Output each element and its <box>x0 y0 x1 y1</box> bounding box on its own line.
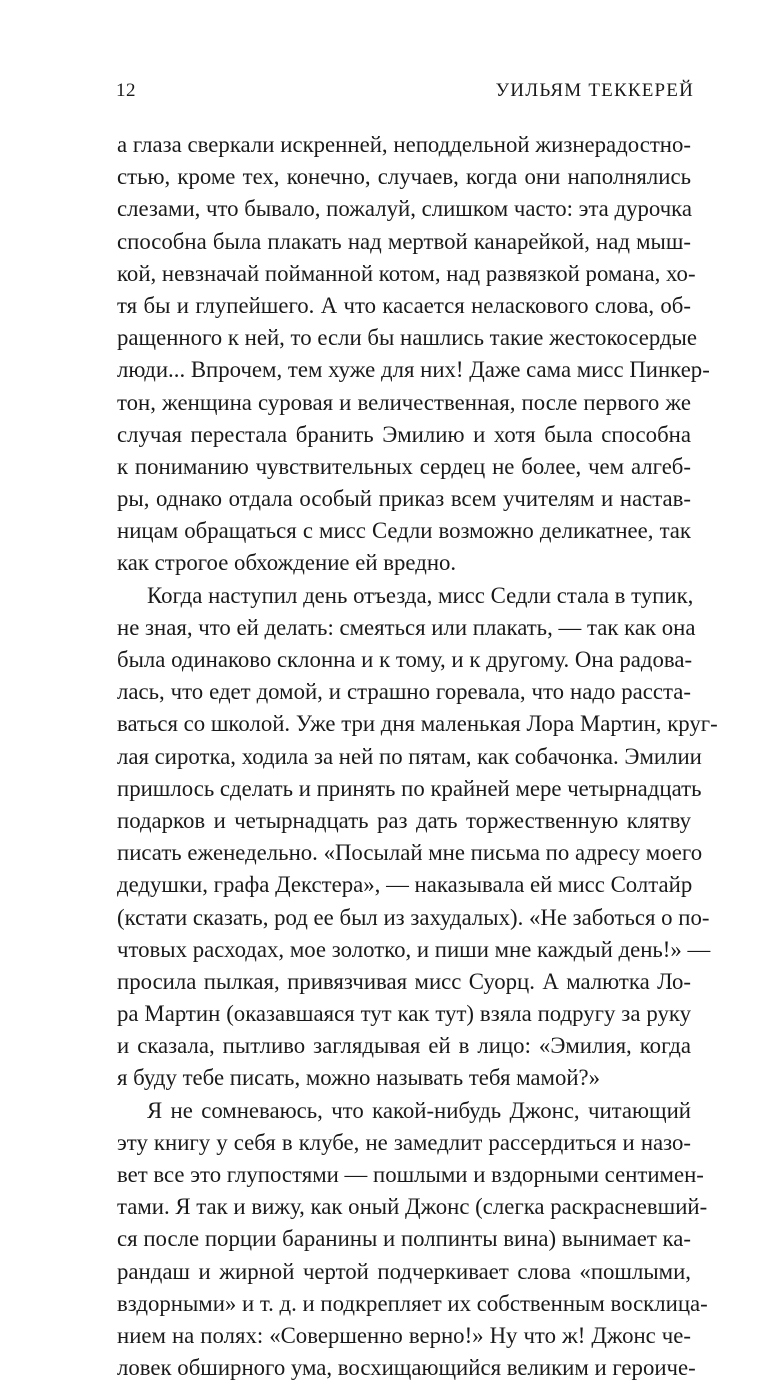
running-head <box>116 80 694 110</box>
text-line: стью, кроме тех, конечно, случаев, когда они наполнялись <box>117 164 691 190</box>
text-line: случая перестала бранить Эмилию и хотя была способна <box>117 421 691 447</box>
text-line: кой, невзначай пойманной котом, над развязкой романа, хо- <box>117 260 696 286</box>
running-head-author: УИЛЬЯМ ТЕККЕРЕЙ <box>495 80 694 101</box>
text-line: тами. Я так и вижу, как оный Джонс (слегка раскрасневший- <box>117 1194 708 1220</box>
text-line: пришлось сделать и принять по крайней мере четырнадцать <box>117 775 702 801</box>
text-line: чтовых расходах, мое золотко, и пиши мне каждый день!» — <box>117 936 711 962</box>
page-number: 12 <box>116 80 136 101</box>
text-line: эту книгу у себя в клубе, не замедлит рассердиться и назо- <box>117 1129 691 1155</box>
text-line: тя бы и глупейшего. А что касается неласкового слова, об- <box>117 292 691 318</box>
text-line: нием на полях: «Совершенно верно!» Ну что ж! Джонс че- <box>117 1322 691 1348</box>
text-line: ры, однако отдала особый приказ всем учителям и настав- <box>117 486 691 512</box>
text-line: дедушки, графа Декстера», — наказывала ей мисс Солтайр <box>117 872 693 898</box>
text-line: к пониманию чувствительных сердец не более, чем алгеб- <box>117 453 691 479</box>
text-line: Когда наступил день отъезда, мисс Седли стала в тупик, <box>147 582 694 608</box>
text-line: тон, женщина суровая и величественная, после первого же <box>117 389 691 415</box>
text-line: люди... Впрочем, тем хуже для них! Даже сама мисс Пинкер- <box>117 357 710 383</box>
text-line: писать еженедельно. «Посылай мне письма по адресу моего <box>117 840 703 866</box>
text-line: ницам обращаться с мисс Седли возможно деликатнее, так <box>117 518 691 544</box>
text-line: вздорными» и т. д. и подкрепляет их собственным восклица- <box>117 1290 708 1316</box>
text-line: слезами, что бывало, пожалуй, слишком часто: эта дурочка <box>117 196 693 222</box>
text-line: была одинаково склонна и к тому, и к другому. Она радова- <box>117 647 693 672</box>
text-line: не зная, что ей делать: смеяться или плакать, — так как она <box>117 614 696 640</box>
text-line: как строгое обхождение ей вредно. <box>117 550 457 576</box>
text-line: (кстати сказать, род ее был из захудалых). «Не заботься о по- <box>117 904 710 930</box>
text-line: просила пылкая, привязчивая мисс Суорц. А малютка Ло- <box>117 968 691 994</box>
body-text <box>117 129 718 1384</box>
text-line: вет все это глупостями — пошлыми и вздорными сентимен- <box>117 1162 704 1187</box>
text-line: я буду тебе писать, можно называть тебя мамой?» <box>117 1065 601 1091</box>
text-line: ся после порции баранины и полпинты вина) вынимает ка- <box>117 1226 691 1252</box>
text-line: лась, что едет домой, и страшно горевала, что надо расста- <box>117 679 691 705</box>
text-line: рандаш и жирной чертой подчеркивает слова «пошлыми, <box>117 1258 691 1284</box>
text-line: ращенного к ней, то если бы нашлись такие жестокосердые <box>117 325 697 351</box>
text-line: ваться со школой. Уже три дня маленькая Лора Мартин, круг- <box>117 711 718 737</box>
text-line: ловек обширного ума, восхищающийся великим и герoиче- <box>117 1355 696 1381</box>
text-line: ра Мартин (оказавшаяся тут как тут) взяла подругу за руку <box>117 1001 691 1027</box>
text-line: подарков и четырнадцать раз дать торжественную клятву <box>117 807 691 833</box>
text-line: способна была плакать над мертвой канарейкой, над мыш- <box>117 228 691 254</box>
text-line: Я не сомневаюсь, что какой-нибудь Джонс, читающий <box>147 1097 691 1123</box>
text-line: и сказала, пытливо заглядывая ей в лицо: «Эмилия, когда <box>117 1033 691 1059</box>
text-line: а глаза сверкали искренней, неподдельной жизнерадостно- <box>117 132 691 157</box>
text-line: лая сиротка, ходила за ней по пятам, как собачонка. Эмилии <box>117 743 702 769</box>
